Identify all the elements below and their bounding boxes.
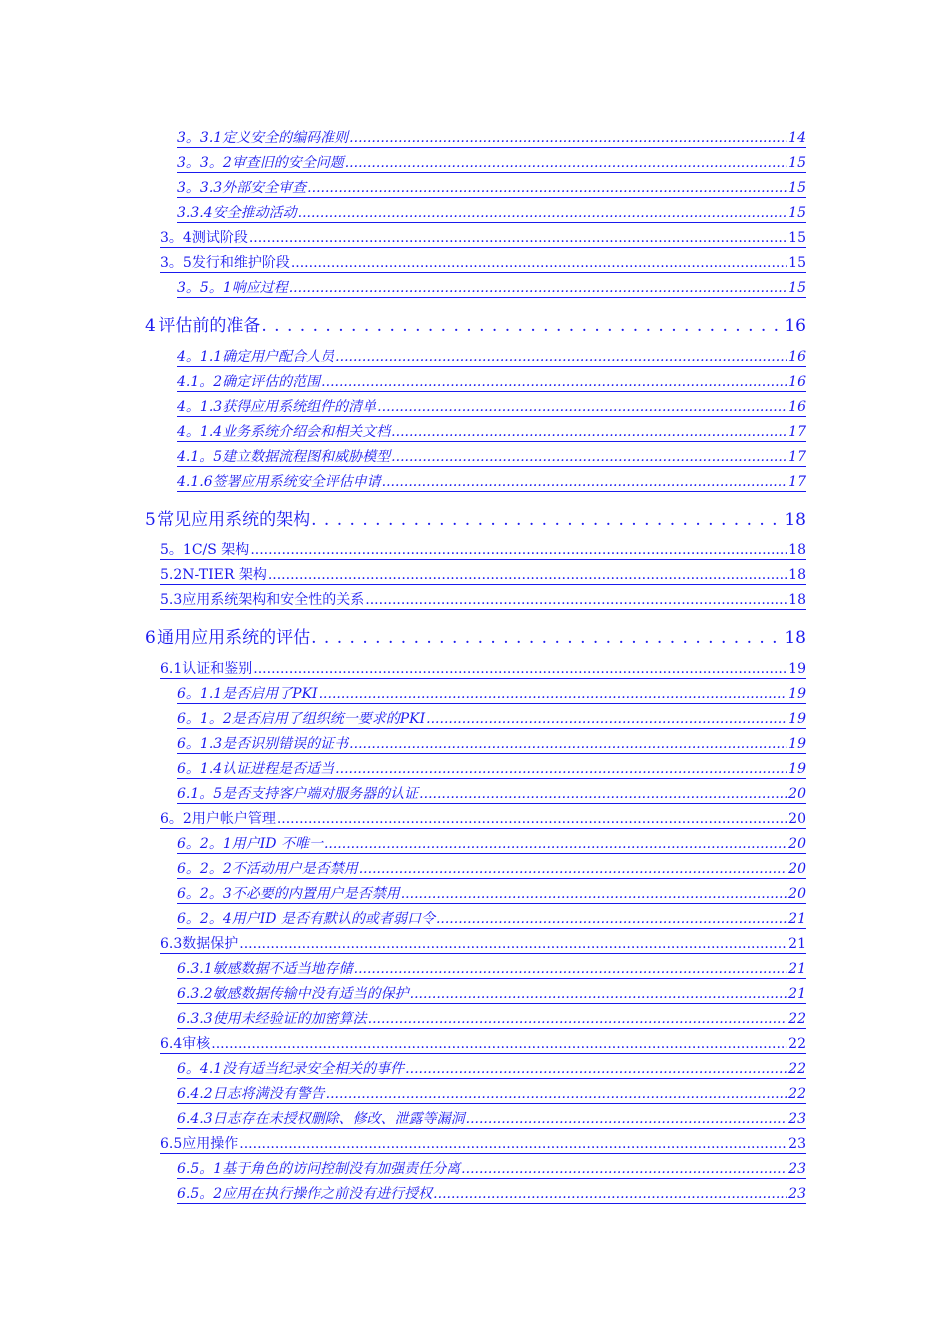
- toc-entry-title: 是否支持客户端对服务器的认证: [222, 786, 419, 802]
- toc-leader-dots: [354, 961, 788, 977]
- toc-entry-title: 用户ID 不唯一: [231, 836, 323, 852]
- toc-leader-dots: [321, 374, 787, 390]
- toc-entry[interactable]: [160, 1033, 806, 1054]
- toc-entry-number: 6.3: [160, 936, 183, 952]
- toc-entry[interactable]: [177, 152, 806, 173]
- toc-entry-page-number: 15: [788, 205, 806, 221]
- toc-leader-dots: [311, 510, 783, 530]
- toc-entry-title: 确定评估的范围: [222, 374, 321, 390]
- toc-entry[interactable]: [177, 446, 806, 467]
- toc-leader-dots: [426, 711, 787, 727]
- toc-entry-page-number: 21: [788, 911, 806, 927]
- toc-entry-title: 审核: [182, 1036, 211, 1052]
- toc-entry-number: 4.1。5: [177, 449, 223, 465]
- toc-entry-title: 常见应用系统的架构: [157, 510, 311, 530]
- toc-entry-number: 6.4: [160, 1036, 183, 1052]
- toc-entry-number: 5.3: [160, 592, 183, 608]
- toc-entry-title: 响应过程: [231, 280, 288, 296]
- toc-entry-number: 6.3.1: [177, 961, 213, 977]
- toc-entry-number: 6.3.3: [177, 1011, 213, 1027]
- toc-entry-page-number: 15: [788, 230, 806, 246]
- toc-leader-dots: [401, 886, 787, 902]
- toc-entry[interactable]: [177, 1058, 806, 1079]
- toc-entry-page-number: 15: [788, 155, 806, 171]
- toc-entry-number: 3。4: [160, 230, 192, 246]
- toc-entry[interactable]: [160, 1133, 806, 1154]
- toc-entry[interactable]: [160, 252, 806, 273]
- toc-entry-title: 不必要的内置用户是否禁用: [231, 886, 400, 902]
- toc-leader-dots: [368, 1011, 788, 1027]
- toc-leader-dots: [319, 686, 788, 702]
- toc-entry-title: 日志将满没有警告: [212, 1086, 325, 1102]
- toc-entry-page-number: 16: [788, 399, 806, 415]
- toc-entry-number: 4.1.6: [177, 474, 213, 490]
- toc-entry-page-number: 22: [788, 1086, 806, 1102]
- toc-leader-dots: [436, 911, 787, 927]
- toc-entry-number: 3。5。1: [177, 280, 232, 296]
- toc-leader-dots: [466, 1111, 788, 1127]
- toc-entry[interactable]: [177, 1008, 806, 1029]
- toc-entry-title: 确定用户配合人员: [222, 349, 335, 365]
- toc-entry[interactable]: [160, 933, 806, 954]
- toc-entry-page-number: 19: [788, 711, 806, 727]
- toc-entry-title: 敏感数据传输中没有适当的保护: [212, 986, 409, 1002]
- toc-entry[interactable]: [145, 623, 806, 648]
- toc-entry-page-number: 16: [788, 374, 806, 390]
- toc-entry-page-number: 20: [788, 786, 806, 802]
- toc-entry-title: 认证进程是否适当: [222, 761, 335, 777]
- toc-leader-dots: [345, 155, 787, 171]
- toc-entry-number: 6。2: [160, 811, 192, 827]
- toc-entry[interactable]: [160, 227, 806, 248]
- toc-entry-title: 不活动用户是否禁用: [231, 861, 358, 877]
- toc-entry-title: 用户ID 是否有默认的或者弱口令: [231, 911, 435, 927]
- toc-entry-number: 6.4.3: [177, 1111, 213, 1127]
- toc-entry-title: C/S 架构: [191, 542, 250, 558]
- toc-entry-title: 是否启用了PKI: [222, 686, 318, 702]
- toc-entry-number: 6.5。1: [177, 1161, 223, 1177]
- toc-leader-dots: [268, 567, 787, 583]
- toc-leader-dots: [410, 986, 788, 1002]
- toc-entry[interactable]: [160, 539, 806, 560]
- toc-entry[interactable]: [177, 471, 806, 492]
- toc-entry[interactable]: [177, 783, 806, 804]
- toc-entry-page-number: 22: [788, 1011, 806, 1027]
- toc-entry-title: 应用在执行操作之前没有进行授权: [222, 1186, 433, 1202]
- toc-entry[interactable]: [177, 396, 806, 417]
- toc-entry-title: 基于角色的访问控制没有加强责任分离: [222, 1161, 461, 1177]
- toc-entry[interactable]: [177, 833, 806, 854]
- toc-entry-title: 测试阶段: [191, 230, 248, 246]
- toc-entry-page-number: 20: [788, 811, 806, 827]
- toc-leader-dots: [253, 661, 787, 677]
- toc-entry-page-number: 20: [788, 836, 806, 852]
- toc-entry-page-number: 15: [788, 280, 806, 296]
- toc-entry[interactable]: [177, 858, 806, 879]
- toc-entry-number: 6。1。2: [177, 711, 232, 727]
- toc-entry[interactable]: [160, 808, 806, 829]
- toc-entry[interactable]: [177, 346, 806, 367]
- toc-leader-dots: [324, 836, 787, 852]
- toc-entry-title: 签署应用系统安全评估申请: [212, 474, 381, 490]
- toc-entry-number: 6.1: [160, 661, 183, 677]
- toc-entry[interactable]: [160, 564, 806, 585]
- toc-entry-number: 6。2。2: [177, 861, 232, 877]
- toc-leader-dots: [249, 230, 787, 246]
- toc-leader-dots: [307, 180, 787, 196]
- toc-entry-page-number: 18: [788, 542, 806, 558]
- toc-entry-page-number: 19: [788, 761, 806, 777]
- toc-entry-page-number: 18: [788, 567, 806, 583]
- toc-entry-title: 是否识别错误的证书: [222, 736, 349, 752]
- toc-entry-page-number: 14: [788, 130, 806, 146]
- toc-leader-dots: [211, 1036, 787, 1052]
- toc-entry-page-number: 21: [788, 986, 806, 1002]
- toc-entry-title: N-TIER 架构: [182, 567, 267, 583]
- toc-leader-dots: [382, 474, 788, 490]
- toc-entry-page-number: 20: [788, 886, 806, 902]
- toc-leader-dots: [461, 1161, 787, 1177]
- toc-entry-number: 6。2。3: [177, 886, 232, 902]
- toc-entry-title: 应用系统架构和安全性的关系: [182, 592, 365, 608]
- toc-entry[interactable]: [177, 1108, 806, 1129]
- toc-entry[interactable]: [177, 371, 806, 392]
- toc-entry-title: 日志存在未授权删除、修改、泄露等漏洞: [212, 1111, 465, 1127]
- toc-entry-title: 审查旧的安全问题: [231, 155, 344, 171]
- toc-entry-number: 6。1.4: [177, 761, 223, 777]
- toc-leader-dots: [405, 1061, 787, 1077]
- toc-entry-title: 是否启用了组织统一要求的PKI: [231, 711, 426, 727]
- toc-entry[interactable]: [177, 733, 806, 754]
- toc-entry-title: 获得应用系统组件的清单: [222, 399, 377, 415]
- toc-entry-page-number: 16: [784, 316, 806, 336]
- toc-entry[interactable]: [177, 1158, 806, 1179]
- toc-entry-page-number: 17: [788, 449, 806, 465]
- toc-entry[interactable]: [177, 127, 806, 148]
- toc-entry-title: 业务系统介绍会和相关文档: [222, 424, 391, 440]
- toc-entry[interactable]: [177, 983, 806, 1004]
- toc-entry-number: 6.5: [160, 1136, 183, 1152]
- toc-entry-number: 3。3.3: [177, 180, 223, 196]
- toc-entry-page-number: 15: [788, 255, 806, 271]
- toc-entry-page-number: 23: [788, 1111, 806, 1127]
- toc-leader-dots: [377, 399, 787, 415]
- toc-leader-dots: [289, 280, 787, 296]
- toc-entry[interactable]: [177, 958, 806, 979]
- toc-entry-number: 3。3.1: [177, 130, 223, 146]
- toc-entry-page-number: 21: [788, 961, 806, 977]
- toc-entry-number: 6.4.2: [177, 1086, 213, 1102]
- toc-entry[interactable]: [177, 202, 806, 223]
- toc-leader-dots: [250, 542, 787, 558]
- toc-entry[interactable]: [177, 708, 806, 729]
- toc-leader-dots: [335, 349, 787, 365]
- toc-leader-dots: [261, 316, 783, 336]
- toc-entry-page-number: 22: [788, 1036, 806, 1052]
- toc-entry-title: 用户帐户管理: [191, 811, 276, 827]
- toc-entry-title: 外部安全审查: [222, 180, 307, 196]
- toc-entry-title: 没有适当纪录安全相关的事件: [222, 1061, 405, 1077]
- toc-leader-dots: [298, 205, 788, 221]
- toc-leader-dots: [349, 130, 787, 146]
- toc-entry-number: 4: [145, 316, 156, 336]
- toc-entry-title: 数据保护: [182, 936, 239, 952]
- toc-leader-dots: [239, 936, 787, 952]
- toc-entry[interactable]: [160, 589, 806, 610]
- toc-entry-page-number: 21: [788, 936, 806, 952]
- toc-entry-number: 6: [145, 628, 156, 648]
- toc-entry-page-number: 18: [788, 592, 806, 608]
- toc-leader-dots: [239, 1136, 787, 1152]
- toc-entry-page-number: 19: [788, 661, 806, 677]
- toc-entry-number: 6。2。4: [177, 911, 232, 927]
- toc-entry-number: 3。3。2: [177, 155, 232, 171]
- toc-entry-title: 评估前的准备: [158, 316, 261, 336]
- toc-entry-title: 建立数据流程图和威胁模型: [222, 449, 391, 465]
- toc-entry-number: 6。1.1: [177, 686, 223, 702]
- toc-entry[interactable]: [177, 908, 806, 929]
- toc-entry-page-number: 18: [784, 510, 806, 530]
- toc-entry-page-number: 23: [788, 1161, 806, 1177]
- toc-entry-page-number: 23: [788, 1136, 806, 1152]
- toc-leader-dots: [433, 1186, 787, 1202]
- toc-leader-dots: [419, 786, 787, 802]
- toc-entry-number: 6。1.3: [177, 736, 223, 752]
- toc-entry-number: 6.5。2: [177, 1186, 223, 1202]
- toc-entry-number: 6。4.1: [177, 1061, 223, 1077]
- toc-entry[interactable]: [145, 505, 806, 530]
- toc-entry-title: 使用未经验证的加密算法: [212, 1011, 367, 1027]
- toc-entry-title: 应用操作: [182, 1136, 239, 1152]
- toc-leader-dots: [365, 592, 787, 608]
- toc-leader-dots: [391, 424, 787, 440]
- toc-entry-title: 安全推动活动: [212, 205, 297, 221]
- toc-entry-page-number: 17: [788, 474, 806, 490]
- toc-entry[interactable]: [177, 177, 806, 198]
- toc-entry-page-number: 17: [788, 424, 806, 440]
- toc-entry-page-number: 22: [788, 1061, 806, 1077]
- toc-entry-title: 敏感数据不适当地存储: [212, 961, 353, 977]
- toc-entry-page-number: 23: [788, 1186, 806, 1202]
- toc-entry[interactable]: [177, 1183, 806, 1204]
- toc-leader-dots: [326, 1086, 788, 1102]
- toc-entry-number: 4。1.3: [177, 399, 223, 415]
- toc-entry[interactable]: [145, 311, 806, 336]
- toc-entry[interactable]: [160, 658, 806, 679]
- toc-entry-title: 发行和维护阶段: [191, 255, 290, 271]
- toc-leader-dots: [391, 449, 787, 465]
- toc-entry-page-number: 18: [784, 628, 806, 648]
- toc-entry-page-number: 20: [788, 861, 806, 877]
- toc-entry-number: 6.3.2: [177, 986, 213, 1002]
- toc-entry[interactable]: [177, 883, 806, 904]
- toc-entry[interactable]: [177, 758, 806, 779]
- toc-entry[interactable]: [177, 683, 806, 704]
- toc-entry-page-number: 15: [788, 180, 806, 196]
- toc-entry-number: 4。1.4: [177, 424, 223, 440]
- toc-entry-number: 3。5: [160, 255, 192, 271]
- toc-entry-number: 4。1.1: [177, 349, 223, 365]
- toc-leader-dots: [277, 811, 787, 827]
- toc-entry[interactable]: [177, 277, 806, 298]
- toc-entry-number: 5.2: [160, 567, 183, 583]
- toc-entry-number: 6。2。1: [177, 836, 232, 852]
- toc-entry-number: 5: [145, 510, 156, 530]
- toc-leader-dots: [311, 628, 783, 648]
- toc-leader-dots: [349, 736, 787, 752]
- toc-entry-number: 6.1。5: [177, 786, 223, 802]
- toc-entry-number: 3.3.4: [177, 205, 213, 221]
- toc-leader-dots: [335, 761, 787, 777]
- toc-entry-title: 通用应用系统的评估: [157, 628, 311, 648]
- toc-entry[interactable]: [177, 1083, 806, 1104]
- toc-leader-dots: [291, 255, 787, 271]
- toc-entry[interactable]: [177, 421, 806, 442]
- toc-leader-dots: [359, 861, 787, 877]
- toc-entry-title: 定义安全的编码准则: [222, 130, 349, 146]
- toc-entry-page-number: 19: [788, 686, 806, 702]
- toc-entry-page-number: 16: [788, 349, 806, 365]
- toc-entry-number: 4.1。2: [177, 374, 223, 390]
- toc-entry-title: 认证和鉴别: [182, 661, 253, 677]
- toc-entry-number: 5。1: [160, 542, 192, 558]
- toc-entry-page-number: 19: [788, 736, 806, 752]
